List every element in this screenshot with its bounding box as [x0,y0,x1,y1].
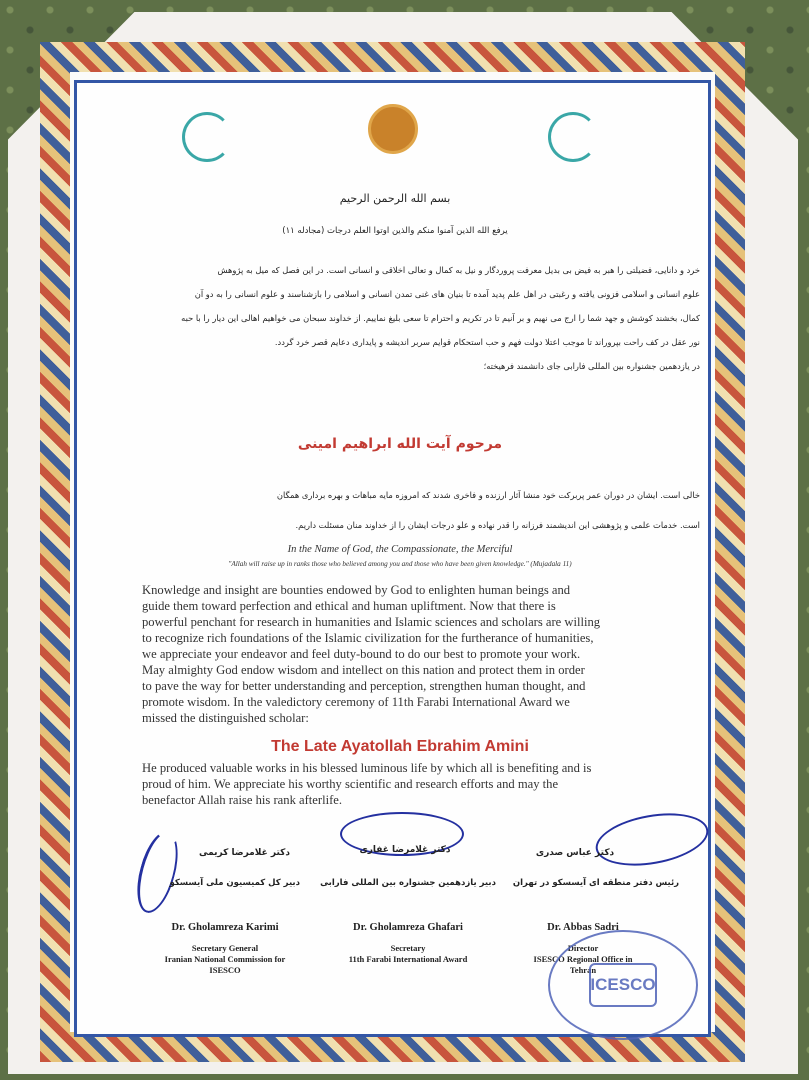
stamp-label: ICESCO [589,963,657,1007]
certificate-body [74,80,711,1037]
persian-line: است. خدمات علمی و پژوهشی این اندیشمند فرزانه را قدر نهاده و علو درجات ایشان را از خداوند منان مسئلت داریم. [295,520,700,530]
role-line: Secretary General [191,943,259,953]
sadri-fa-name: دکتر عباس صدری [535,848,615,858]
signatory-role [328,943,488,965]
closing-line: He produced valuable works in his blessed luminous life by which all is benefiting and is [142,761,592,775]
persian-verse: یرفع الله الذین آمنوا منکم والذین اوتوا العلم درجات (مجادله ۱۱) [282,226,508,236]
body-line: Knowledge and insight are bounties endowed by God to enlighten human beings and [142,583,571,597]
right-logo [548,112,598,162]
isesco-logo-icon [548,112,598,162]
persian-line: خالی است. ایشان در دوران عمر پربرکت خود منشا آثار ارزنده و فاخری شدند که امروزه مایه مباهات و بهره برداری همگان [276,490,700,500]
persian-line: در یازدهمین جشنواره بین المللی فارابی جای دانشمند فرهیخته؛ [483,361,700,371]
body-line: we appreciate your endeavor and feel duty-bound to do our best to promote your work. [142,647,581,661]
role-line: ISESCO Regional Office in [533,954,633,964]
body-line: promote wisdom. In the valedictory ceremony of 11th Farabi International Award we [142,695,570,709]
persian-honoree: مرحوم آیت الله ابراهیم امینی [297,436,503,452]
left-logo [182,112,232,162]
english-honoree: The Late Ayatollah Ebrahim Amini [271,738,529,755]
commission-logo-icon [182,112,232,162]
persian-line: نور عقل در کف راحت بپروراند تا موجب اعتلا دولت فهم و حب استحکام قوایم سربر اندیشه و پایداری دعایم قصر خرد گردد. [274,337,700,347]
body-line: May almighty God endow wisdom and intellect on this nation and protect them in order [142,663,585,677]
signatory-name: Dr. Abbas Sadri [547,922,619,933]
closing-line: benefactor Allah raise his rank afterlife. [142,793,343,807]
english-verse: "Allah will raise up in ranks those who believed among you and those who have been given knowledge." (Mujadala 11) [228,560,572,568]
role-line: ISESCO [209,965,241,975]
role-line: Iranian National Commission for [164,954,286,964]
closing-line: proud of him. We appreciate his worthy scientific and research efforts and may the [142,777,559,791]
english-body [142,582,682,726]
english-closing [142,760,682,808]
signature-block-ghafari [328,922,488,965]
persian-paragraph-2 [100,480,700,540]
center-logo [368,104,418,154]
karimi-fa-name: دکتر غلامرضا کریمی [199,848,290,858]
body-line: missed the distinguished scholar: [142,711,309,725]
body-line: guide them toward perfection and ethical and human upliftment. Now that there is [142,599,556,613]
body-line: to recognize rich foundations of the Islamic civilization for the furtherance of humanities, [142,631,594,645]
role-line: Tehran [569,965,597,975]
karimi-fa-title: دبیر کل کمیسیون ملی آیسسکو [169,878,300,888]
sadri-fa-title: رئیس دفتر منطقه ای آیسسکو در تهران [512,878,680,888]
english-title: In the Name of God, the Compassionate, the Merciful [287,544,513,555]
role-line: Director [567,943,599,953]
persian-line: کمال، بخشند کوشش و جهد شما را ارج می نهیم و بر آنیم تا در تکریم و احترام تا سعی بلیغ نماییم. از خداوند سبحان می خواهیم اهالی این دیار را با حبه [181,313,700,323]
body-line: to pave the way for better understanding and perception, strengthen human thought, and [142,679,586,693]
signatory-role [150,943,300,976]
body-line: powerful penchant for research in humanities and Islamic sciences and scholars are willing [142,615,601,629]
signatory-name: Dr. Gholamreza Ghafari [353,922,463,933]
signatory-name: Dr. Gholamreza Karimi [171,922,279,933]
official-stamp-icon [548,930,698,1040]
persian-basmala: بسم الله الرحمن الرحیم [339,192,451,205]
ghafari-fa-title: دبیر یازدهمین جشنواره بین المللی فارابی [320,878,496,888]
persian-line: خرد و دانایی، فضیلتی را هبر به فیض بی بدیل معرفت پروردگار و نیل به کمال و تعالی اخلاقی و انسانی است. در این فصل که میل به پژوهش [217,265,700,275]
role-line: 11th Farabi International Award [348,954,468,964]
signature-block-karimi [150,922,300,976]
farabi-award-logo-icon [368,104,418,154]
ghafari-fa-name: دکتر غلامرضا غفاری [359,845,451,855]
persian-line: علوم انسانی و اسلامی فزونی یافته و رغبتی در اهل علم پدید آمده تا بنیان های غنی تمدن انسانی و اسلامی را بازشناسند و علوم انسانی را به دو آن [194,289,700,299]
role-line: Secretary [390,943,426,953]
persian-paragraph-1 [100,258,700,378]
